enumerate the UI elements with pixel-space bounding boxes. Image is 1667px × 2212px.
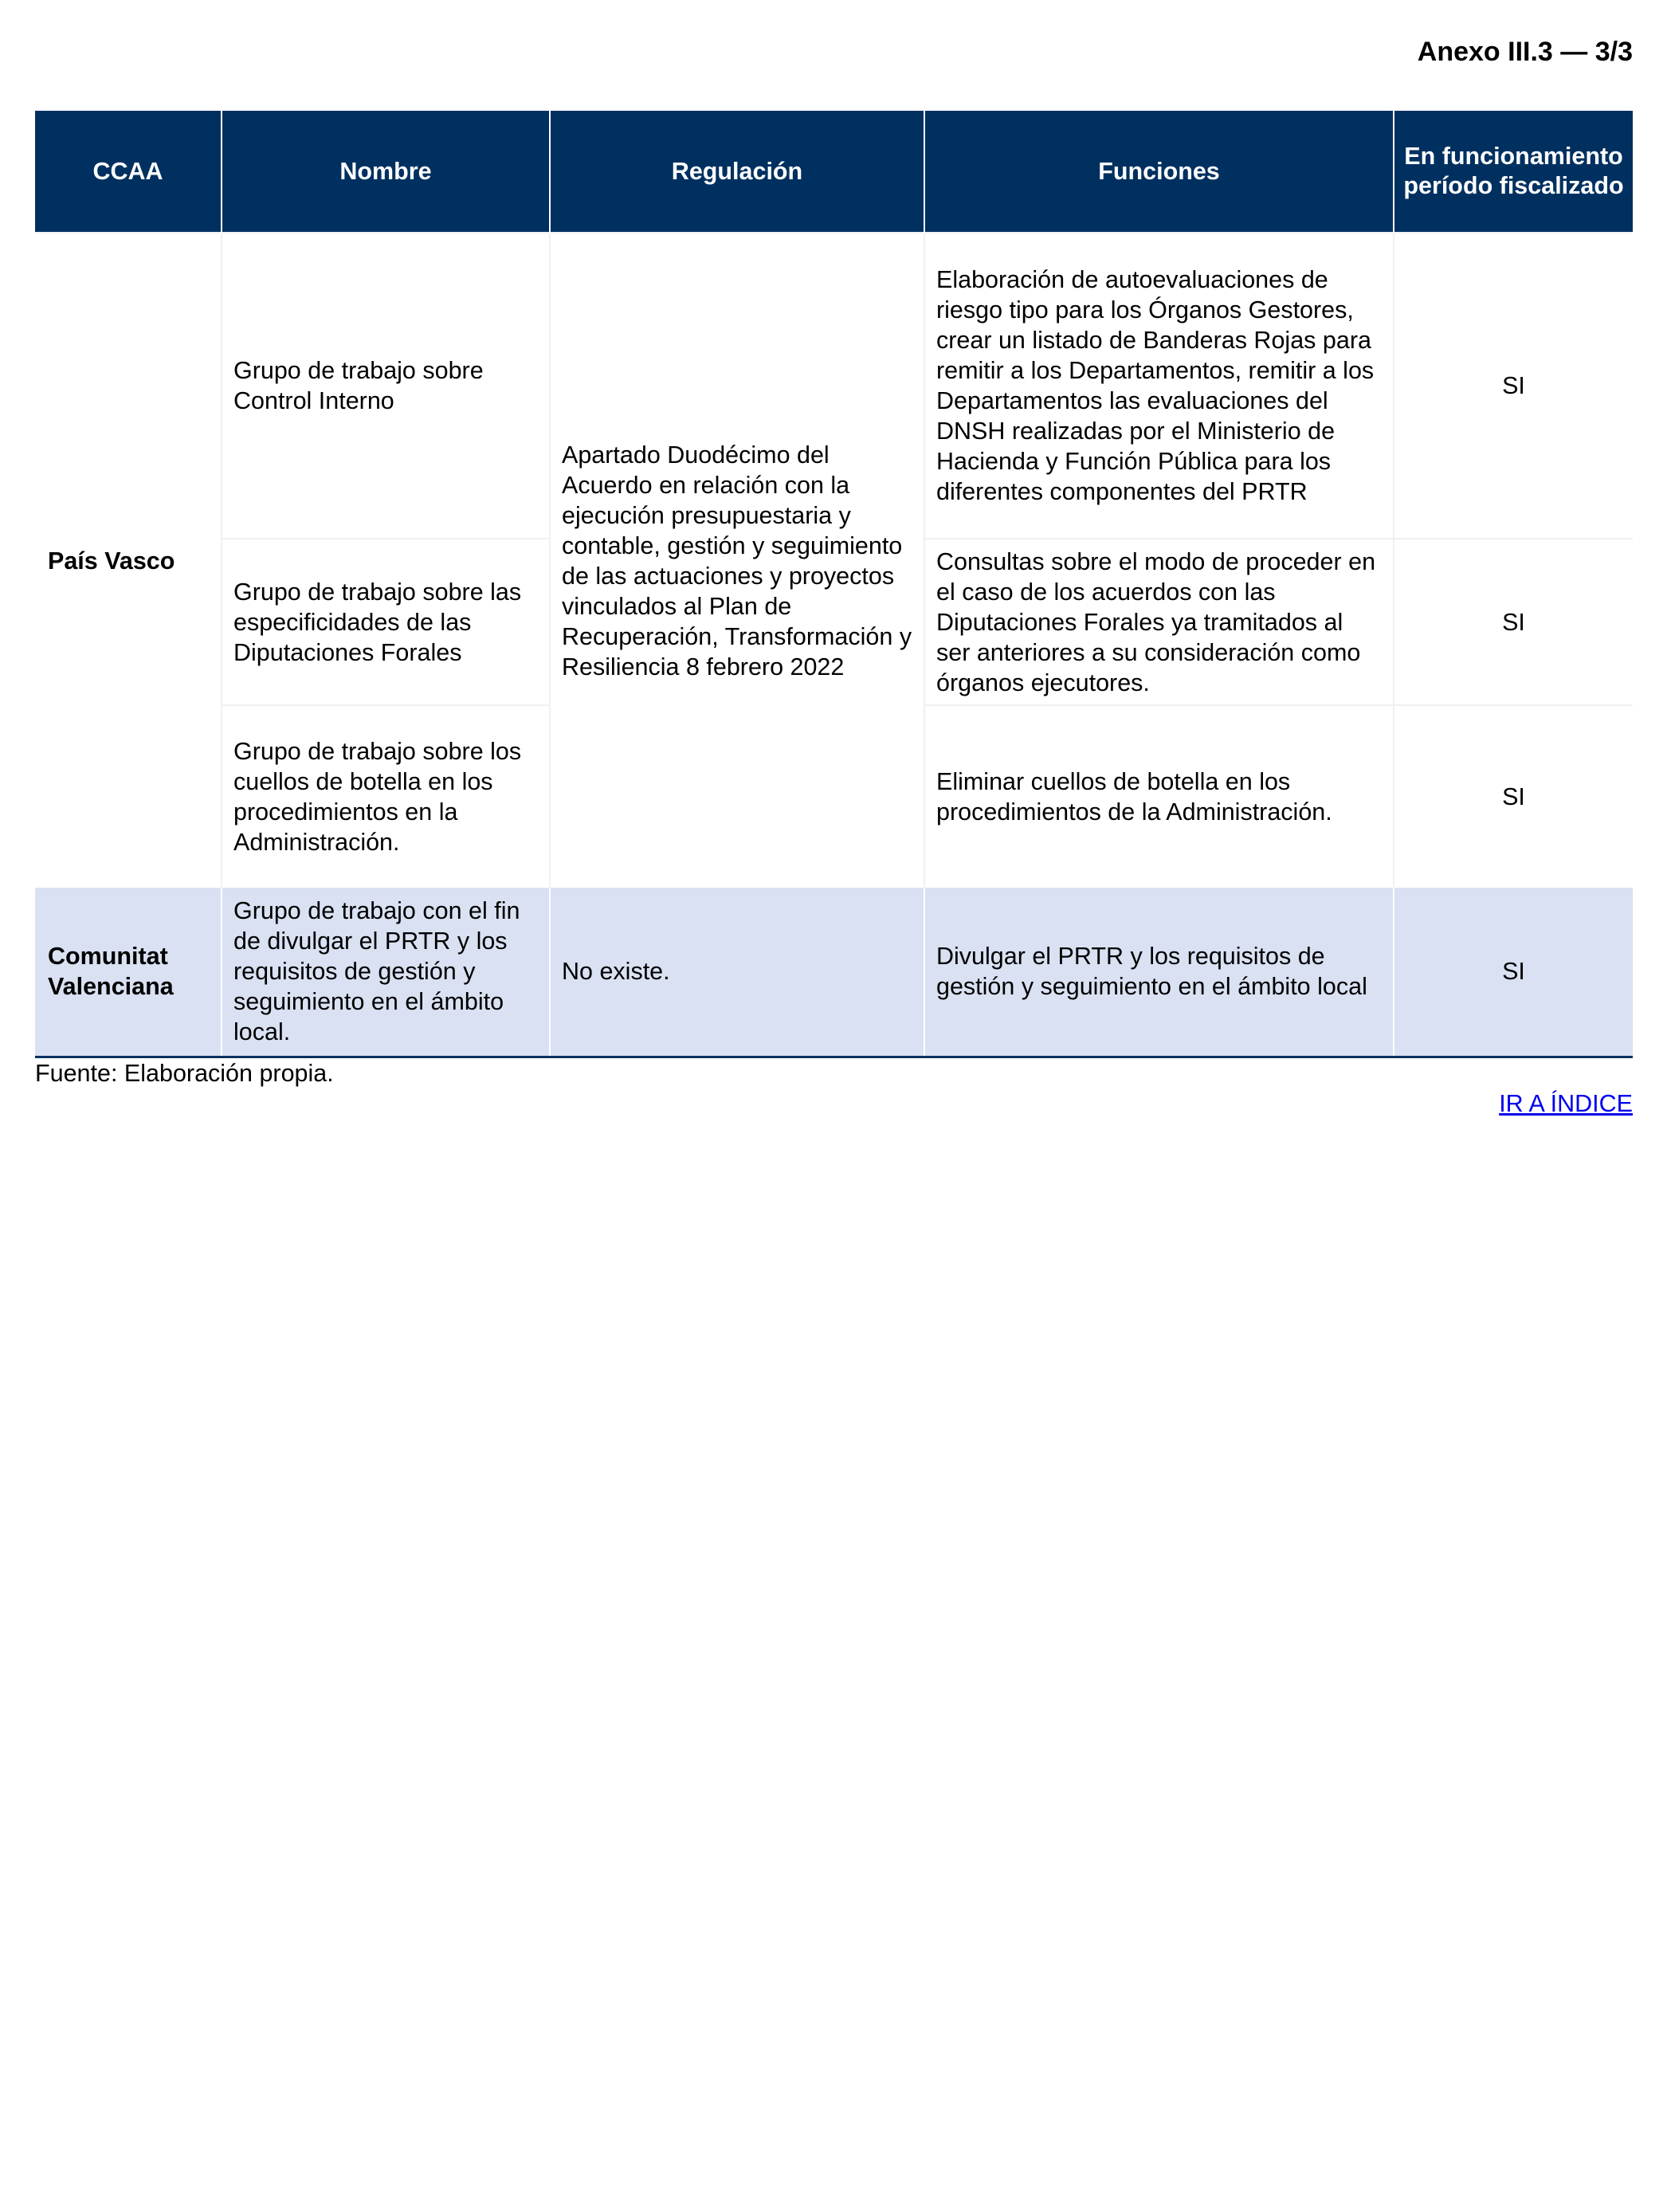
cell-funcionamiento: SI	[1394, 705, 1633, 888]
table-row	[35, 233, 1633, 539]
cell-funciones: Eliminar cuellos de botella en los procedimientos de la Administración.	[924, 705, 1394, 888]
annex-label: Anexo III.3 — 3/3	[1417, 37, 1633, 67]
groups-table	[35, 111, 1633, 1058]
cell-funcionamiento: SI	[1394, 539, 1633, 705]
cell-funcionamiento: SI	[1394, 233, 1633, 539]
source-note: Fuente: Elaboración propia.	[35, 1060, 334, 1087]
cell-nombre: Grupo de trabajo sobre Control Interno	[222, 233, 550, 539]
header-funcionamiento: En funcionamiento período fiscalizado	[1394, 111, 1633, 233]
header-nombre: Nombre	[222, 111, 550, 233]
table-header-row	[35, 111, 1633, 233]
cell-nombre: Grupo de trabajo con el fin de divulgar el PRTR y los requisitos de gestión y seguimiento en el ámbito local.	[222, 888, 550, 1057]
cell-funciones: Divulgar el PRTR y los requisitos de gestión y seguimiento en el ámbito local	[924, 888, 1394, 1057]
header-regulacion: Regulación	[550, 111, 924, 233]
cell-funciones: Elaboración de autoevaluaciones de riesgo tipo para los Órganos Gestores, crear un listado de Banderas Rojas para remitir a los Departamentos, remitir a los Departamentos las evaluaciones del DNSH realizadas por el Ministerio de Hacienda y Función Pública para los diferentes componentes del PRTR	[924, 233, 1394, 539]
cell-funcionamiento: SI	[1394, 888, 1633, 1057]
index-link[interactable]: IR A ÍNDICE	[1499, 1090, 1633, 1117]
header-ccaa: CCAA	[35, 111, 222, 233]
cell-regulacion: No existe.	[550, 888, 924, 1057]
table-row	[35, 888, 1633, 1057]
header-funciones: Funciones	[924, 111, 1394, 233]
cell-ccaa: Comunitat Valenciana	[35, 888, 222, 1057]
cell-ccaa: País Vasco	[35, 233, 222, 888]
cell-nombre: Grupo de trabajo sobre los cuellos de botella en los procedimientos en la Administración.	[222, 705, 550, 888]
cell-regulacion: Apartado Duodécimo del Acuerdo en relación con la ejecución presupuestaria y contable, gestión y seguimiento de las actuaciones y proyectos vinculados al Plan de Recuperación, Transformación y Resiliencia 8 febrero 2022	[550, 233, 924, 888]
cell-nombre: Grupo de trabajo sobre las especificidades de las Diputaciones Forales	[222, 539, 550, 705]
cell-funciones: Consultas sobre el modo de proceder en el caso de los acuerdos con las Diputaciones Forales ya tramitados al ser anteriores a su consideración como órganos ejecutores.	[924, 539, 1394, 705]
